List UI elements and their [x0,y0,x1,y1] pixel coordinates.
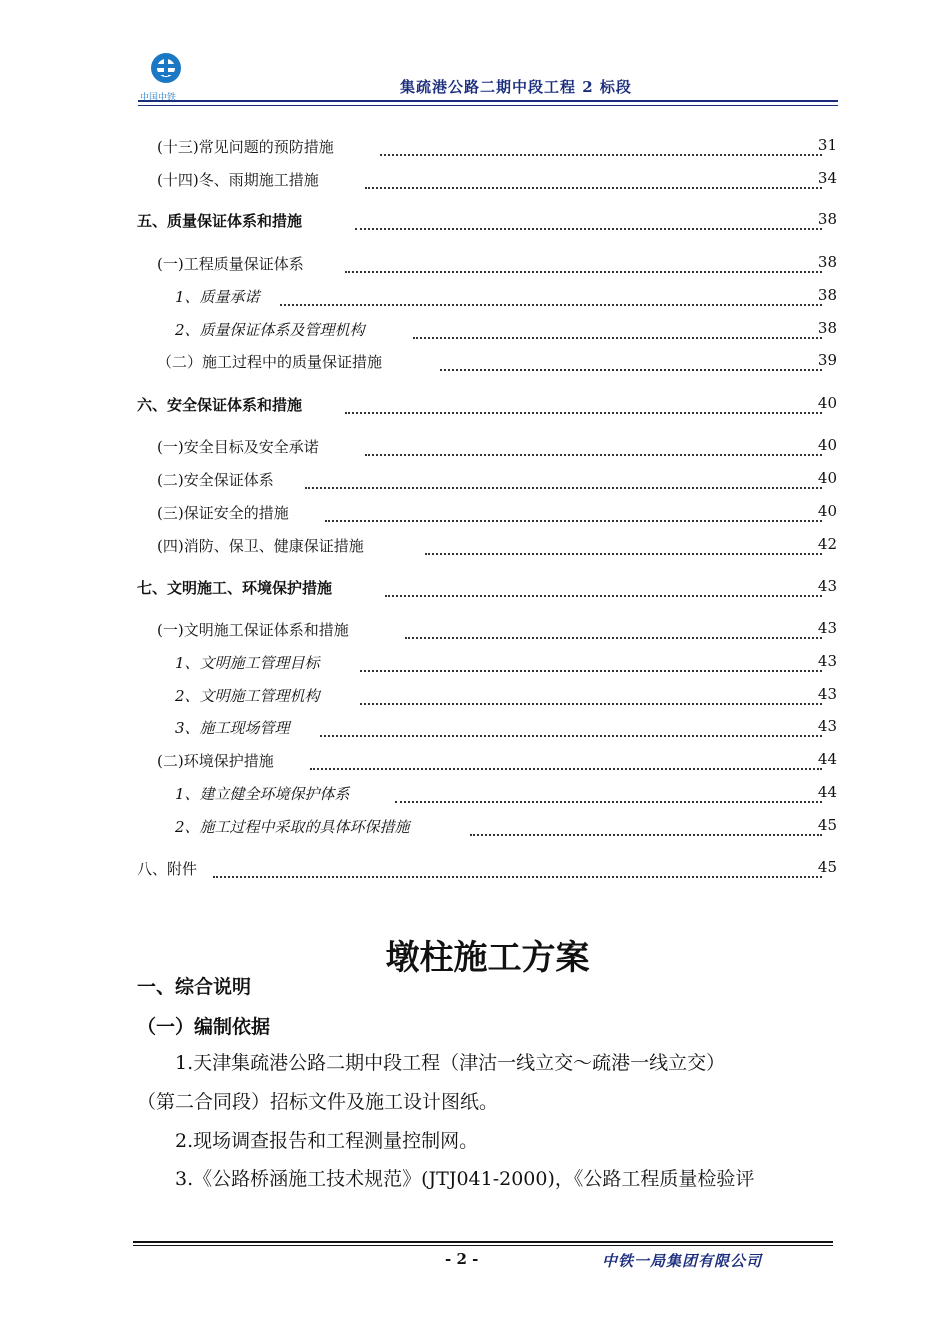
toc-page: 40 [817,502,837,520]
toc-entry[interactable] [0,652,950,676]
toc-page: 39 [817,351,837,369]
toc-page: 43 [817,652,837,670]
toc-label: (十三)常见问题的预防措施 [157,138,334,156]
paragraph-line: 1.天津集疏港公路二期中段工程（津沽一线立交～疏港一线立交） [175,1052,726,1074]
toc-entry[interactable] [0,286,950,310]
toc-label: （二）施工过程中的质量保证措施 [157,353,383,371]
toc-entry[interactable] [0,253,950,277]
header-rule [138,100,838,102]
toc-label: 五、质量保证体系和措施 [137,212,303,230]
toc-page: 38 [817,319,837,337]
toc-page: 45 [817,816,837,834]
toc-label: 六、安全保证体系和措施 [137,396,303,414]
toc-label: 3、施工现场管理 [175,719,290,737]
paragraph-line: 2.现场调查报告和工程测量控制网。 [175,1130,479,1152]
footer-rule-thin [133,1245,833,1246]
toc-page: 40 [817,469,837,487]
toc-page: 38 [817,253,837,271]
page-number: - 2 - [445,1250,479,1268]
toc-label: 2、文明施工管理机构 [175,687,320,705]
paragraph-line: 3.《公路桥涵施工技术规范》(JTJ041-2000)，《公路工程质量检验评 [175,1168,755,1190]
toc-label: 2、施工过程中采取的具体环保措施 [175,818,410,836]
toc-entry[interactable] [0,502,950,526]
toc-page: 40 [817,436,837,454]
toc-label: 1、文明施工管理目标 [175,654,320,672]
toc-entry[interactable] [0,816,950,840]
crec-logo-icon [140,50,192,90]
header-title: 集疏港公路二期中段工程 2 标段 [400,78,632,96]
toc-label: (二)环境保护措施 [157,752,274,770]
toc-label: (三)保证安全的措施 [157,504,289,522]
toc-label: (一)文明施工保证体系和措施 [157,621,349,639]
section-heading: 一、综合说明 [137,976,252,998]
toc-entry[interactable] [0,577,950,601]
toc-entry[interactable] [0,858,950,882]
toc-page: 42 [817,535,837,553]
toc-label: 2、质量保证体系及管理机构 [175,321,365,339]
company-logo [140,50,192,103]
toc-entry[interactable] [0,469,950,493]
toc-label: (一)安全目标及安全承诺 [157,438,319,456]
toc-label: (二)安全保证体系 [157,471,274,489]
toc-label: (十四)冬、雨期施工措施 [157,171,319,189]
toc-entry[interactable] [0,535,950,559]
toc-page: 43 [817,619,837,637]
toc-entry[interactable] [0,136,950,160]
logo-text: 中国中铁 [140,93,177,103]
footer-company: 中铁一局集团有限公司 [602,1252,763,1270]
toc-entry[interactable] [0,783,950,807]
toc-entry[interactable] [0,619,950,643]
document-title: 墩柱施工方案 [385,938,590,978]
toc-page: 34 [817,169,837,187]
toc-entry[interactable] [0,750,950,774]
toc-entry[interactable] [0,436,950,460]
toc-page: 45 [817,858,837,876]
toc-label: (一)工程质量保证体系 [157,255,304,273]
toc-page: 38 [817,210,837,228]
toc-label: 1、质量承诺 [175,288,260,306]
toc-page: 43 [817,685,837,703]
footer-rule [133,1241,833,1243]
toc-entry[interactable] [0,319,950,343]
paragraph-line: （第二合同段）招标文件及施工设计图纸。 [137,1091,499,1113]
toc-entry[interactable] [0,169,950,193]
toc-page: 43 [817,577,837,595]
toc-label: 八、附件 [137,860,198,878]
toc-entry[interactable] [0,351,950,375]
toc-label: (四)消防、保卫、健康保证措施 [157,537,364,555]
toc-page: 44 [817,750,837,768]
toc-label: 七、文明施工、环境保护措施 [137,579,333,597]
subsection-heading: （一）编制依据 [137,1016,271,1038]
toc-page: 44 [817,783,837,801]
toc-label: 1、建立健全环境保护体系 [175,785,350,803]
toc-entry[interactable] [0,717,950,741]
toc-page: 38 [817,286,837,304]
header-rule-thin [138,105,838,106]
toc-entry[interactable] [0,394,950,418]
toc-page: 40 [817,394,837,412]
toc-page: 43 [817,717,837,735]
toc-entry[interactable] [0,210,950,234]
toc-page: 31 [817,136,837,154]
toc-entry[interactable] [0,685,950,709]
